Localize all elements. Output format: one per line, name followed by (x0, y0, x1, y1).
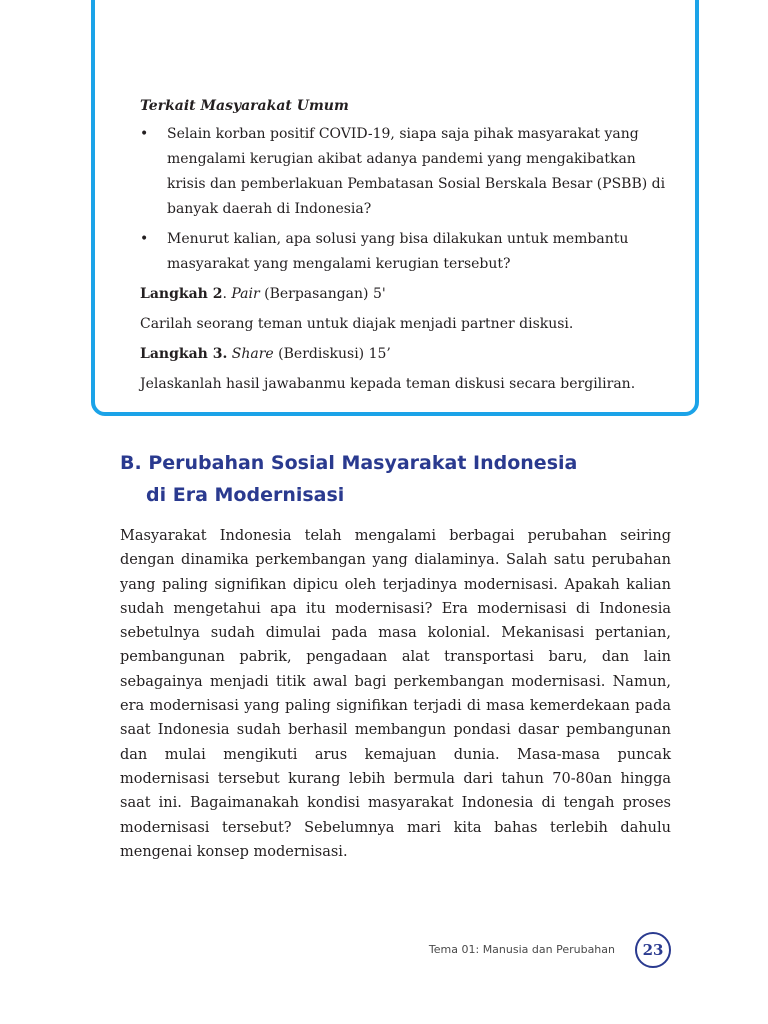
step-2-term: Pair (231, 286, 260, 302)
step-3-text: Jelaskanlah hasil jawabanmu kepada teman diskusi secara bergiliran. (140, 376, 636, 392)
section-title-line-1: B. Perubahan Sosial Masyarakat Indonesia (120, 452, 578, 474)
step-2-rest: (Berpasangan) 5' (259, 286, 386, 302)
question-item: • Menurut kalian, apa solusi yang bisa dilakukan untuk membantu masyarakat yang mengalami kerugian tersebut? (140, 227, 670, 277)
page-number: 23 (635, 932, 671, 968)
activity-content (140, 94, 670, 402)
footer-theme: Tema 01: Manusia dan Perubahan (428, 943, 615, 956)
box-subheading: Terkait Masyarakat Umum (140, 98, 349, 114)
step-2-label: Langkah 2 (140, 286, 223, 302)
section-title (120, 447, 680, 511)
step-3-label: Langkah 3. (140, 346, 228, 362)
step-2-heading (140, 282, 670, 307)
step-2-separator: . (222, 286, 232, 302)
question-item: • Selain korban positif COVID-19, siapa saja pihak masyarakat yang mengalami kerugian akibat adanya pandemi yang mengakibatkan krisis dan pemberlakuan Pembatasan Sosial Berskala Besar (PSBB) di banyak daerah di Indonesia? (140, 122, 670, 222)
step-3-term: Share (231, 346, 274, 362)
step-3-heading (140, 342, 670, 367)
section-body-paragraph: Masyarakat Indonesia telah mengalami berbagai perubahan seiring dengan dinamika perkembangan yang dialaminya. Salah satu perubahan yang paling signifikan dipicu oleh terjadinya modernisasi. Apakah kalian sudah mengetahui apa itu modernisasi? Era modernisasi di Indonesia sebetulnya sudah dimulai pada masa kolonial. Mekanisasi pertanian, pembangunan pabrik, pengadaan alat transportasi baru, dan lain sebagainya menjadi titik awal bagi perkembangan modernisasi. Namun, era modernisasi yang paling signifikan terjadi di masa kemerdekaan pada saat Indonesia sudah berhasil membangun pondasi dasar pembangunan dan mulai mengikuti arus kemajuan dunia. Masa-masa puncak modernisasi tersebut kurang lebih bermula dari tahun 70-80an hingga saat ini. Bagaimanakah kondisi masyarakat Indonesia di tengah proses modernisasi tersebut? Sebelumnya mari kita bahas terlebih dahulu mengenai konsep modernisasi. (120, 528, 671, 860)
question-list (140, 122, 670, 277)
step-2-text: Carilah seorang teman untuk diajak menjadi partner diskusi. (140, 316, 574, 332)
step-3-rest: (Berdiskusi) 15’ (273, 346, 391, 362)
section-title-line-2: di Era Modernisasi (146, 484, 345, 506)
